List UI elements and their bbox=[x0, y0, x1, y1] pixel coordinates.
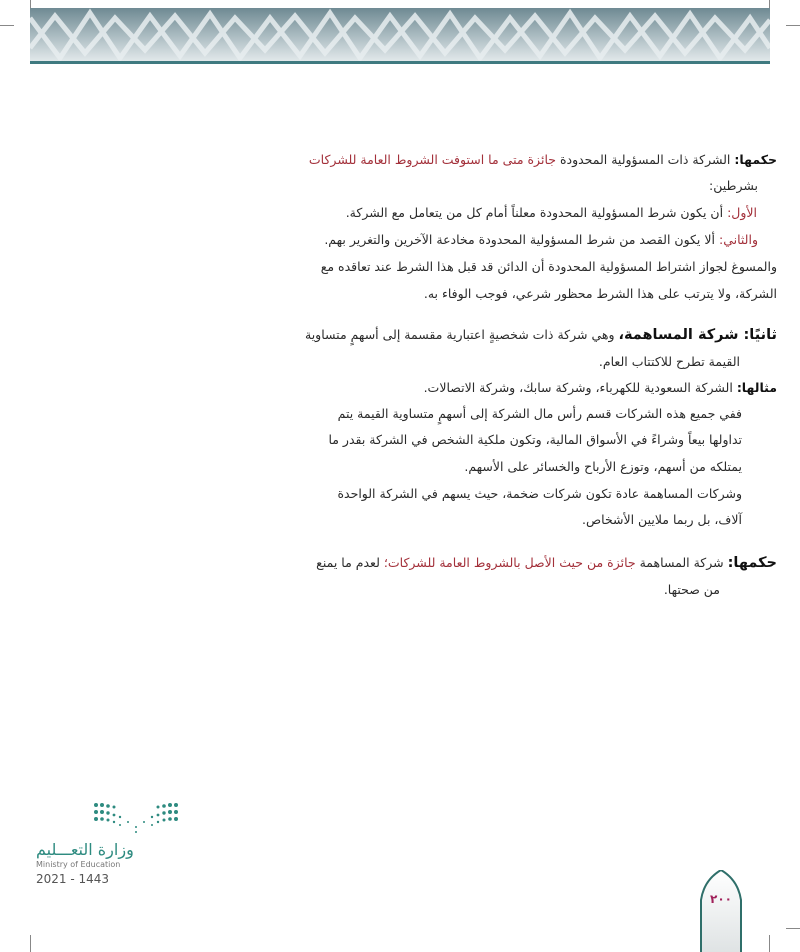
second-text: ألا يكون القصد من شرط المسؤولية المحدودة مخادعة الآخرين والتغرير بهم. bbox=[324, 232, 715, 247]
example-label: مثالها: bbox=[736, 380, 777, 395]
ministry-name-english: Ministry of Education bbox=[36, 860, 121, 869]
ruling2-label: حكمها: bbox=[727, 555, 777, 571]
definition-text: وهي شركة ذات شخصيةٍ اعتبارية مقسمة إلى أسهمٍ متساوية bbox=[305, 327, 615, 342]
justification-line-1: والمسوغ لجواز اشتراط المسؤولية المحدودة أن الدائن قد قبل هذا الشرط عند تعاقده مع bbox=[320, 259, 777, 274]
crop-mark bbox=[786, 25, 800, 26]
ruling2-line bbox=[316, 553, 777, 573]
ministry-name-arabic: وزارة التعـــليم bbox=[36, 840, 134, 859]
second-label: والثاني: bbox=[718, 232, 758, 247]
decorative-header-banner bbox=[30, 8, 770, 62]
condition-first bbox=[346, 203, 757, 223]
page-number: ٢٠٠ bbox=[710, 892, 732, 906]
section2-heading-line bbox=[305, 325, 777, 345]
first-label: الأول: bbox=[727, 205, 757, 220]
ruling-highlight: جائزة متى ما استوفت الشروط العامة للشركات bbox=[308, 152, 556, 167]
ruling2-cont: من صحتها. bbox=[663, 582, 720, 597]
crop-mark bbox=[30, 935, 31, 952]
para1-line-3: يمتلكه من أسهم، وتوزع الأرباح والخسائر على الأسهم. bbox=[464, 459, 742, 474]
ruling2-highlight: جائزة من حيث الأصل بالشروط العامة للشركات؛ bbox=[383, 555, 636, 570]
justification-line-2: الشركة، ولا يترتب على هذا الشرط محظور شرعي، فوجب الوفاء به. bbox=[423, 286, 777, 301]
crop-mark bbox=[0, 25, 14, 26]
para2-line-1: وشركات المساهمة عادة تكون شركات ضخمة، حيث يسهم في الشركة الواحدة bbox=[337, 486, 742, 501]
para1-line-2: تداولها بيعاً وشراءً في الأسواق المالية، وتكون ملكية الشخص في الشركة بقدر ما bbox=[328, 432, 742, 447]
crop-mark bbox=[786, 928, 800, 929]
definition-cont: القيمة تطرح للاكتتاب العام. bbox=[598, 354, 740, 369]
ruling2-text: شركة المساهمة bbox=[639, 555, 724, 570]
crop-mark bbox=[769, 0, 770, 8]
first-text: أن يكون شرط المسؤولية المحدودة معلناً أمام كل من يتعامل مع الشركة. bbox=[345, 205, 724, 220]
crop-mark bbox=[769, 935, 770, 952]
ruling-text: الشركة ذات المسؤولية المحدودة bbox=[559, 152, 731, 167]
section2-heading: ثانيًا: شركة المساهمة، bbox=[618, 327, 777, 343]
edition-year: 2021 - 1443 bbox=[36, 872, 110, 886]
example-line bbox=[424, 378, 777, 398]
ruling2-rest: لعدم ما يمنع bbox=[316, 555, 380, 570]
header-rule bbox=[30, 61, 770, 64]
ruling-label: حكمها: bbox=[734, 152, 777, 167]
condition-second bbox=[324, 230, 758, 250]
para2-line-2: آلاف، بل ربما ملايين الأشخاص. bbox=[582, 512, 742, 527]
crop-mark bbox=[30, 0, 31, 8]
example-text: الشركة السعودية للكهرباء، وشركة سابك، وشركة الاتصالات. bbox=[423, 380, 733, 395]
ruling-line bbox=[309, 150, 777, 170]
ministry-logo-icon bbox=[58, 800, 183, 836]
geometric-pattern-icon bbox=[30, 8, 770, 62]
para1-line-1: ففي جميع هذه الشركات قسم رأس مال الشركة إلى أسهمٍ متساوية القيمة يتم bbox=[337, 406, 742, 421]
ruling-cont: بشرطين: bbox=[709, 178, 758, 193]
page-number-tab-icon bbox=[700, 870, 742, 952]
